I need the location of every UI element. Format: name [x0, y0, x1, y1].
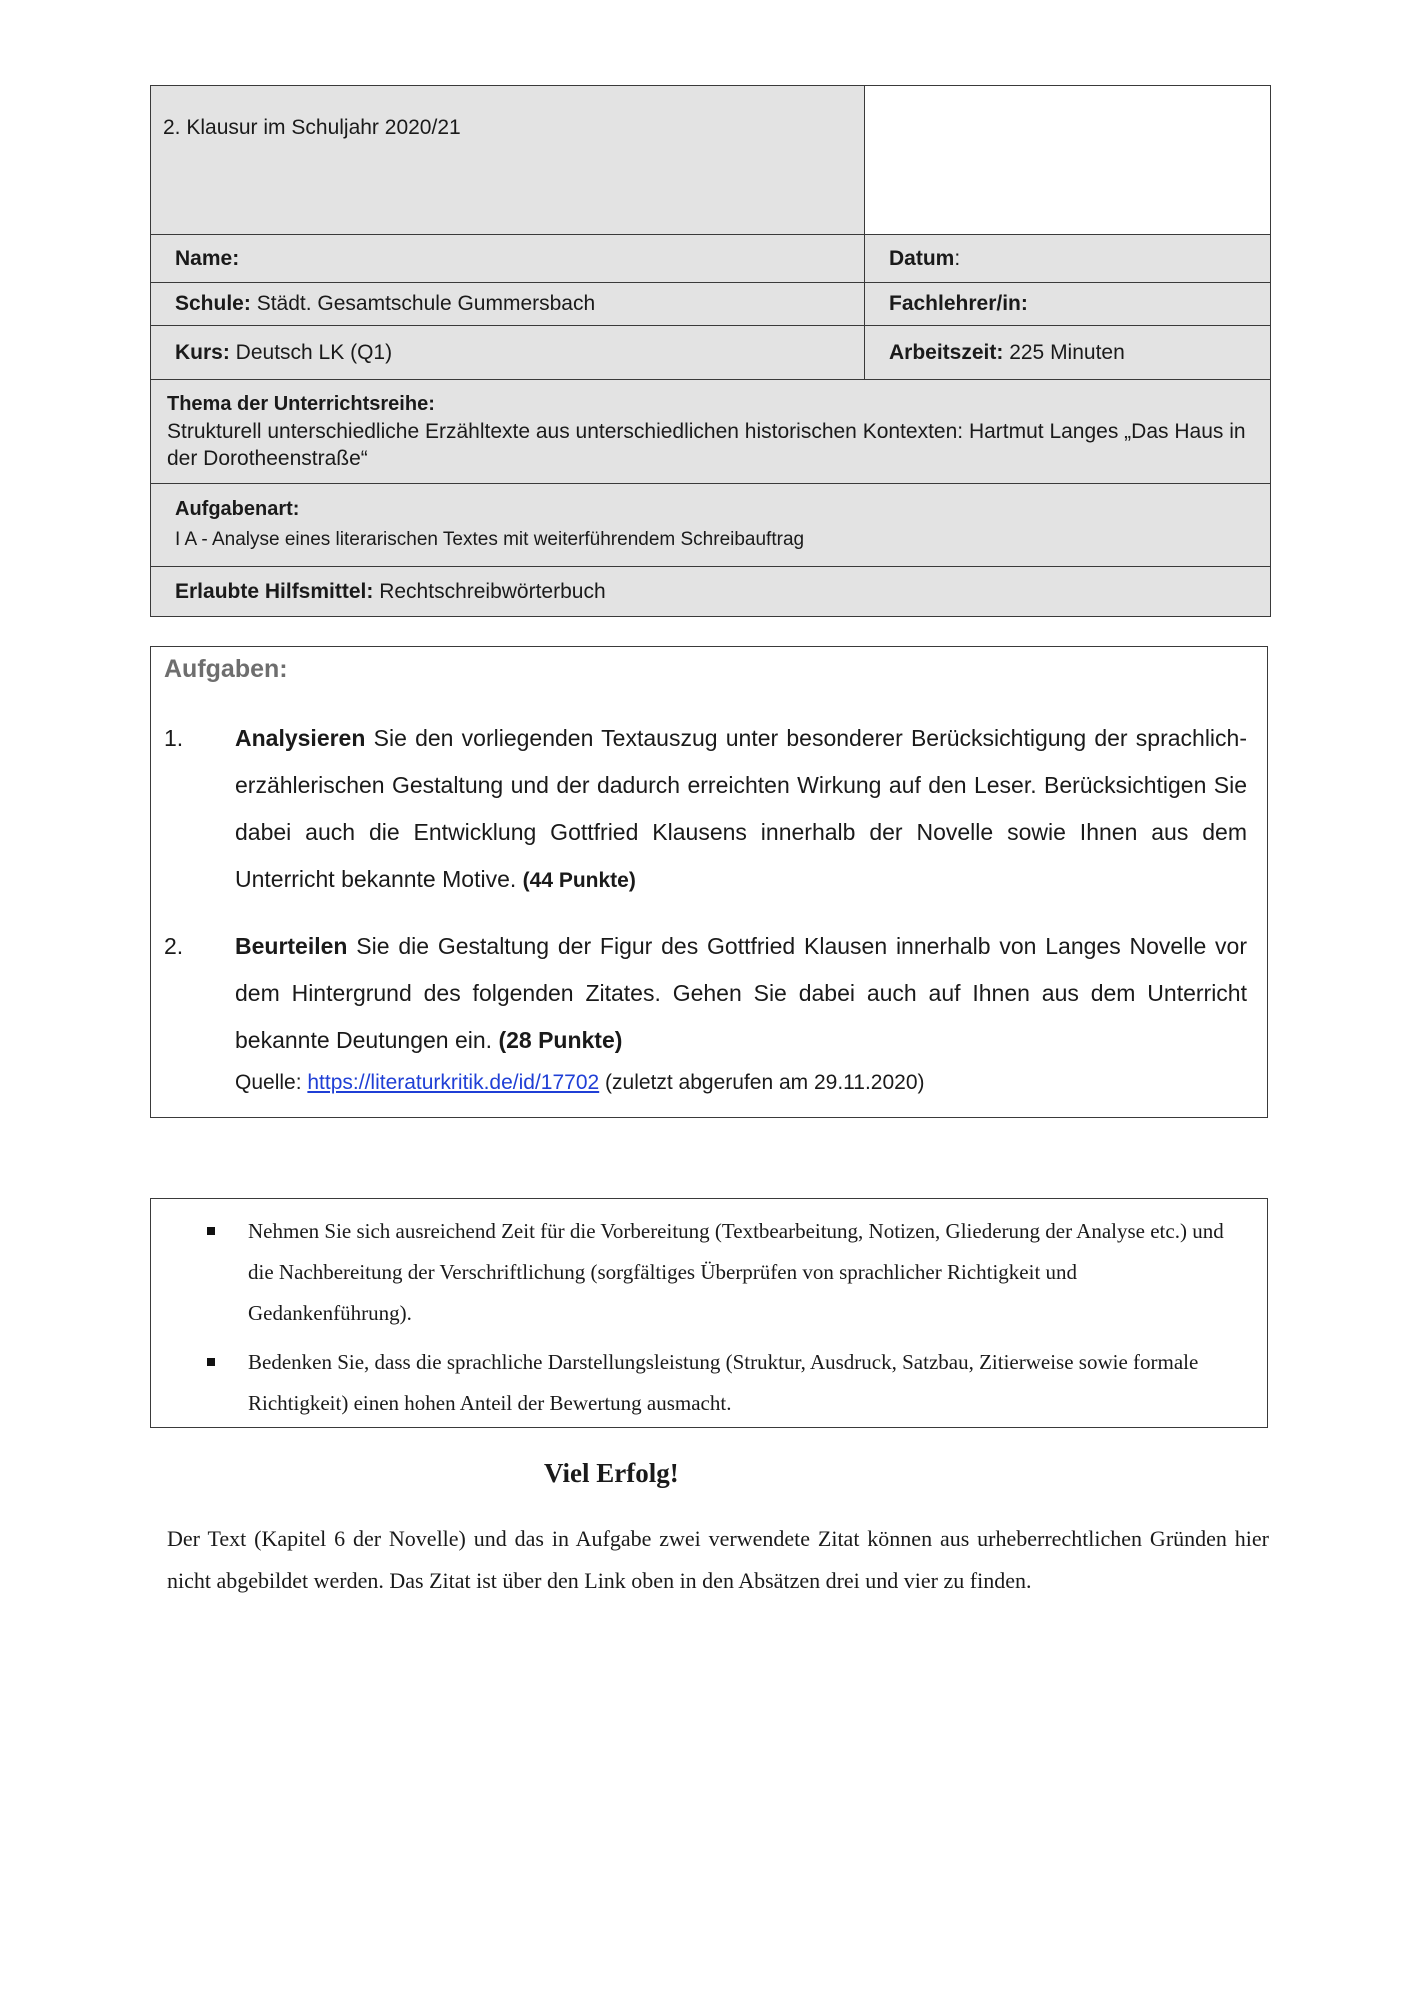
task-points: (44 Punkte) [522, 869, 636, 892]
fachlehrer-label: Fachlehrer/in: [889, 292, 1028, 315]
schule-value: Städt. Gesamtschule Gummersbach [250, 292, 596, 315]
source-line [235, 1071, 925, 1095]
source-label: Quelle: [235, 1071, 308, 1094]
aufgabenart-cell [151, 484, 1271, 567]
datum-cell [865, 235, 1271, 283]
exam-header-table [150, 85, 1271, 617]
closing-wish: Viel Erfolg! [544, 1458, 679, 1488]
tasks-title: Aufgaben: [164, 655, 288, 683]
datum-colon: : [954, 246, 961, 270]
copyright-note: Der Text (Kapitel 6 der Novelle) und das in Aufgabe zwei verwendete Zitat können aus urheberrechtlichen Gründen hier nicht abgebildet werden. Das Zitat ist über den Link oben in den Absätzen drei und vier zu finden. [167, 1526, 1269, 1593]
task-number: 1. [164, 725, 184, 751]
hilfsmittel-label: Erlaubte Hilfsmittel: [175, 579, 374, 603]
hint-item [207, 1342, 1229, 1424]
thema-label: Thema der Unterrichtsreihe: [167, 393, 435, 415]
hilfsmittel-cell [151, 567, 1271, 617]
schule-label: Schule: [175, 292, 251, 315]
task-body: Sie die Gestaltung der Figur des Gottfried Klausen innerhalb von Langes Novelle vor dem Hintergrund des folgenden Zitates. Gehen Sie dabei auch auf Ihnen aus dem Unterricht bekannte Deutungen ein. [235, 933, 1247, 1053]
datum-label: Datum [889, 246, 955, 270]
tasks-box [150, 646, 1268, 1118]
hint-text: Nehmen Sie sich ausreichend Zeit für die Vorbereitung (Textbearbeitung, Notizen, Gliederung der Analyse etc.) und die Nachbereitung der Verschriftlichung (sorgfältiges Überprüfen von sprachlicher Richtigkeit und Gedankenführung). [248, 1219, 1224, 1325]
task-verb: Beurteilen [235, 933, 348, 959]
bullet-square-icon [207, 1227, 215, 1235]
task-points: (28 Punkte) [498, 1027, 623, 1053]
name-label: Name: [175, 246, 240, 270]
source-suffix: (zuletzt abgerufen am 29.11.2020) [599, 1071, 925, 1094]
thema-cell [151, 380, 1271, 484]
task-text [235, 923, 1247, 1064]
hilfsmittel-value: Rechtschreibwörterbuch [373, 579, 606, 603]
kurs-cell [151, 326, 865, 380]
arbeitszeit-cell [865, 326, 1271, 380]
task-text [235, 715, 1247, 904]
source-link[interactable]: https://literaturkritik.de/id/17702 [307, 1071, 600, 1094]
task-item-1 [164, 715, 1247, 904]
arbeitszeit-value: 225 Minuten [1003, 340, 1125, 364]
blank-cell [865, 86, 1271, 235]
task-body: Sie den vorliegenden Textauszug unter besonderer Berücksichtigung der sprachlich-erzählerischen Gestaltung und der dadurch erreichten Wirkung auf den Leser. Berücksichtigen Sie dabei auch die Entwicklung Gottfried Klausens innerhalb der Novelle sowie Ihnen aus dem Unterricht bekannte Motive. [235, 725, 1247, 892]
hint-item [207, 1211, 1229, 1334]
kurs-value: Deutsch LK (Q1) [229, 340, 393, 364]
arbeitszeit-label: Arbeitszeit: [889, 340, 1004, 364]
hint-text: Bedenken Sie, dass die sprachliche Darstellungsleistung (Struktur, Ausdruck, Satzbau, Zitierweise sowie formale Richtigkeit) einen hohen Anteil der Bewertung ausmacht. [248, 1350, 1199, 1415]
aufgabenart-label: Aufgabenart: [175, 498, 300, 520]
bullet-square-icon [207, 1358, 215, 1366]
kurs-label: Kurs: [175, 340, 230, 364]
exam-title: 2. Klausur im Schuljahr 2020/21 [163, 116, 461, 139]
fachlehrer-cell [865, 283, 1271, 326]
exam-title-cell [151, 86, 865, 235]
task-number: 2. [164, 933, 184, 959]
aufgabenart-value: I A - Analyse eines literarischen Textes mit weiterführendem Schreibauftrag [175, 529, 805, 550]
schule-cell [151, 283, 865, 326]
thema-value: Strukturell unterschiedliche Erzähltexte aus unterschiedlichen historischen Kontexten: Hartmut Langes „Das Haus in der Dorotheenstraße“ [167, 420, 1246, 470]
hints-box [150, 1198, 1268, 1428]
name-cell [151, 235, 865, 283]
task-item-2 [164, 923, 1247, 1064]
task-verb: Analysieren [235, 725, 366, 751]
